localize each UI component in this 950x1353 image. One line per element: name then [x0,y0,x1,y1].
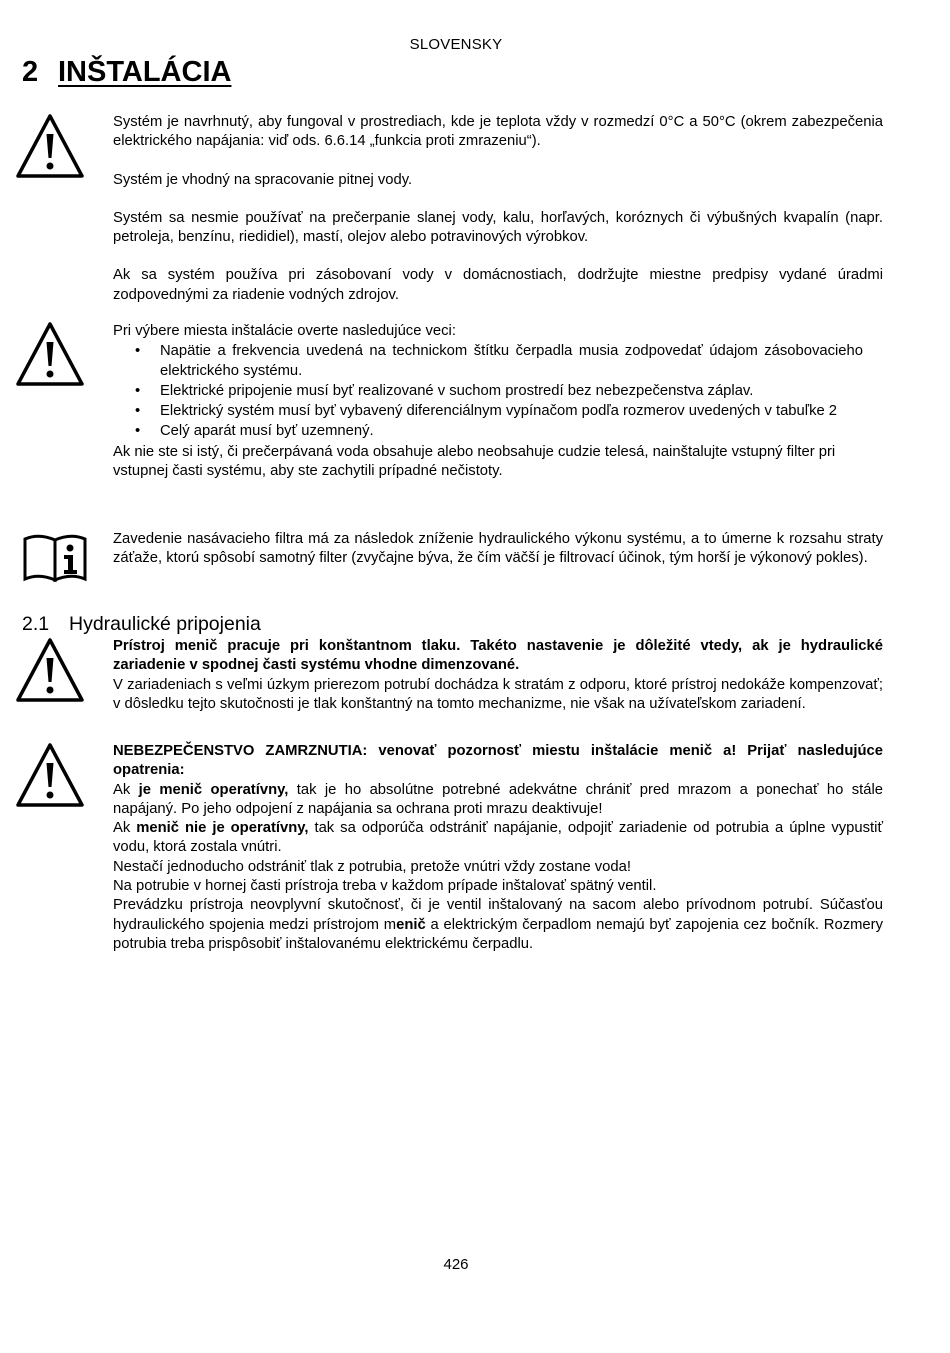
freeze-block [113,742,883,954]
page-number: 426 [443,1256,469,1273]
page-header: SLOVENSKY [409,36,503,53]
list-item-text: Napätie a frekvencia uvedená na technickom štítku čerpadla musia zodpovedať údajom zásobovacieho elektrického systému. [160,343,863,379]
list-item [113,422,863,441]
intro-paragraph: Systém je navrhnutý, aby fungoval v prostrediach, kde je teplota vždy v rozmedzí 0°C a 50°C (okrem zabezpečenia elektrického napájania: viď ods. 6.6.14 „funkcia proti zmrazeniu“). [113,114,883,150]
installation-checks [113,322,883,481]
checks-list [113,342,863,441]
warning-icon [14,320,86,388]
freeze-paragraph: Prevádzku prístroja neovplyvní skutočnosť, či je ventil inštalovaný na sacom alebo prívodnom potrubí. Súčasťou hydraulického spojenia medzi prístrojom menič a elektrickým čerpadlom nemajú byť zapojenia cez bočník. Rozmery potrubia treba prispôsobiť inštalovanému elektrickému čerpadlu. [113,897,883,952]
pressure-text: V zariadeniach s veľmi úzkym prierezom potrubí dochádza k stratám z odporu, ktoré prístroj nedokáže kompenzovať; v dôsledku tejto skutočnosti je tlak konštantný na tomto mechanizme, nie však na užívateľskom zariadení. [113,676,883,712]
manual-info-icon [22,531,88,583]
bullet: • [135,423,141,440]
list-item [113,382,863,401]
info-note: Zavedenie nasávacieho filtra má za následok zníženie hydraulického výkonu systému, a to úmerne k rozsahu straty záťaže, ktorú spôsobí samotný filter (zvyčajne býva, že čím väčší je filtrovací účinok, tým horší je výkonový pokles). [113,531,883,567]
freeze-paragraph: Ak menič nie je operatívny, tak sa odporúča odstrániť napájanie, odpojiť zariadenie od potrubia a úplne vypustiť vodu, ktorá zostala vnútri. [113,820,883,856]
warning-icon [14,636,86,704]
checks-after: Ak nie ste si istý, či prečerpávaná voda obsahuje alebo neobsahuje cudzie telesá, nainštalujte vstupný filter pri vstupnej časti systému, aby ste zachytili prípadné nečistoty. [113,443,836,480]
section-title: Hydraulické pripojenia [69,613,261,635]
chapter-heading [22,56,231,89]
chapter-title: INŠTALÁCIA [58,56,232,88]
list-item [113,402,863,421]
list-item-text: Elektrické pripojenie musí byť realizované v suchom prostredí bez nebezpečenstva záplav. [160,382,754,399]
checks-lead: Pri výbere miesta inštalácie overte nasledujúce veci: [113,323,456,339]
list-item-text: Celý aparát musí byť uzemnený. [160,423,374,440]
intro-block [113,113,883,305]
intro-paragraph: Ak sa systém používa pri zásobovaní vody v domácnostiach, dodržujte miestne predpisy vydané úradmi zodpovednými za riadenie vodných zdrojov. [113,267,883,303]
intro-paragraph: Systém sa nesmie používať na prečerpanie slanej vody, kalu, horľavých, koróznych či výbušných kvapalín (napr. petroleja, benzínu, riedidiel), mastí, olejov alebo potravinových výrobkov. [113,209,883,246]
freeze-paragraph: Ak je menič operatívny, tak je ho absolútne potrebné adekvátne chrániť pred mrazom a ponechať ho stále napájaný. Po jeho odpojení z napájania sa ochrana proti mrazu deaktivuje! [113,781,883,817]
bullet: • [135,382,141,399]
pressure-bold: Prístroj menič pracuje pri konštantnom tlaku. Takéto nastavenie je dôležité vtedy, ak je hydraulické zariadenie v spodnej časti systému vhodne dimenzované. [113,638,883,674]
bullet: • [135,343,141,360]
freeze-paragraph: Nestačí jednoducho odstrániť tlak z potrubia, pretože vnútri vždy zostane voda! [113,858,631,875]
chapter-number: 2 [22,56,39,88]
freeze-paragraph: Na potrubie v hornej časti prístroja treba v každom prípade inštalovať spätný ventil. [113,878,657,895]
list-item [113,342,863,381]
warning-icon [14,741,86,809]
pressure-block [113,637,883,714]
freeze-heading: NEBEZPEČENSTVO ZAMRZNUTIA: venovať pozornosť miestu inštalácie menič a! Prijať nasledujúce opatrenia: [113,743,883,779]
section-heading [22,613,261,636]
intro-paragraph: Systém je vhodný na spracovanie pitnej vody. [113,171,413,188]
bullet: • [135,403,141,420]
section-number: 2.1 [22,613,50,635]
warning-icon [14,112,86,180]
list-item-text: Elektrický systém musí byť vybavený diferenciálnym vypínačom podľa rozmerov uvedených v tabuľke 2 [160,403,838,420]
